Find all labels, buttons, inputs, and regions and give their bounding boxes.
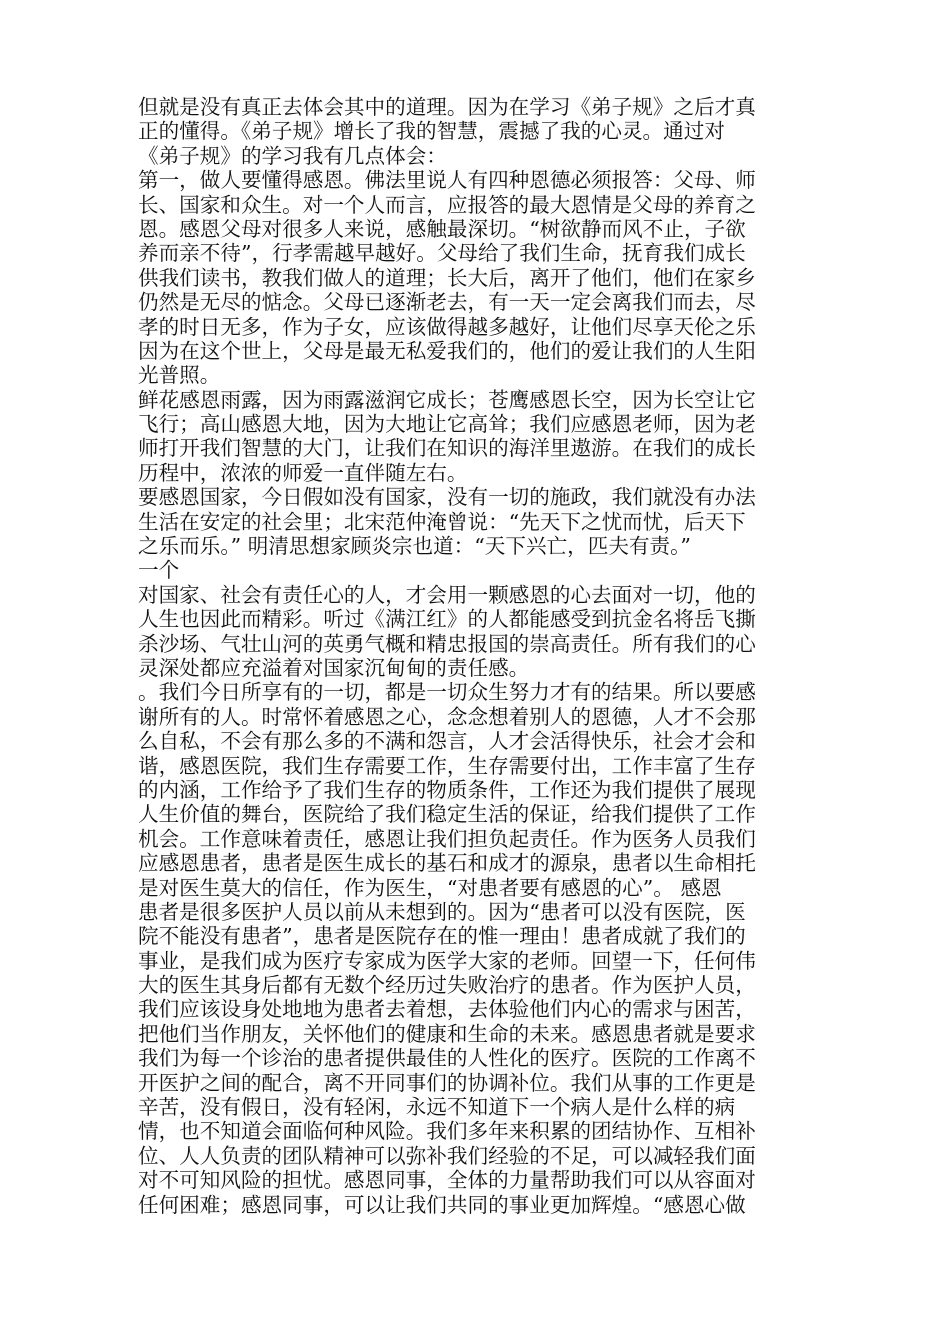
text-line: 大的医生其身后都有无数个经历过失败治疗的患者。作为医护人员， (138, 973, 756, 998)
body-text (138, 95, 818, 1217)
text-line: 鲜花感恩雨露，因为雨露滋润它成长；苍鹰感恩长空，因为长空让它 (138, 387, 756, 412)
text-line: 情，也不知道会面临何种风险。我们多年来积累的团结协作、互相补 (138, 1119, 756, 1144)
text-line: 之乐而乐。” 明清思想家顾炎宗也道：“天下兴亡，匹夫有责。” (138, 534, 691, 559)
text-line: 辛苦，没有假日，没有轻闲，永远不知道下一个病人是什么样的病 (138, 1095, 736, 1120)
text-line: 么自私，不会有那么多的不满和怨言，人才会活得快乐，社会才会和 (138, 729, 756, 754)
text-line: 《弟子规》的学习我有几点体会： (138, 143, 447, 168)
text-line: 孝的时日无多，作为子女，应该做得越多越好，让他们尽享天伦之乐 (138, 314, 756, 339)
text-line: 飞行；高山感恩大地，因为大地让它高耸；我们应感恩老师，因为老 (138, 412, 756, 437)
text-line: 我们应该设身处地地为患者去着想，去体验他们内心的需求与困苦， (138, 997, 756, 1022)
text-line: 。我们今日所享有的一切，都是一切众生努力才有的结果。所以要感 (138, 680, 756, 705)
text-line: 但就是没有真正去体会其中的道理。因为在学习《弟子规》之后才真 (138, 95, 756, 119)
text-line: 因为在这个世上，父母是最无私爱我们的，他们的爱让我们的人生阳 (138, 338, 756, 363)
text-line: 灵深处都应充溢着对国家沉甸甸的责任感。 (138, 655, 530, 680)
text-line: 养而亲不待”，行孝需越早越好。父母给了我们生命，抚育我们成长 (138, 241, 746, 266)
text-line: 患者是很多医护人员以前从未想到的。因为“患者可以没有医院，医 (138, 899, 746, 924)
text-line: 谐，感恩医院，我们生存需要工作，生存需要付出，工作丰富了生存 (138, 753, 756, 778)
text-line: 光普照。 (138, 363, 221, 388)
text-line: 事业，是我们成为医疗专家成为医学大家的老师。回望一下，任何伟 (138, 948, 756, 973)
text-line: 把他们当作朋友，关怀他们的健康和生命的未来。感恩患者就是要求 (138, 1021, 756, 1046)
text-line: 对国家、社会有责任心的人，才会用一颗感恩的心去面对一切，他的 (138, 582, 756, 607)
text-line: 杀沙场、气壮山河的英勇气概和精忠报国的崇高责任。所有我们的心 (138, 631, 756, 656)
text-line: 恩。感恩父母对很多人来说，感触最深切。“树欲静而风不止，子欲 (138, 216, 746, 241)
text-line: 正的懂得。《弟子规》增长了我的智慧，震撼了我的心灵。通过对 (138, 119, 725, 144)
text-line: 院不能没有患者”，患者是医院存在的惟一理由！患者成就了我们的 (138, 924, 746, 949)
text-line: 谢所有的人。时常怀着感恩之心，念念想着别人的恩德，人才不会那 (138, 704, 756, 729)
text-line: 的内涵，工作给予了我们生存的物质条件，工作还为我们提供了展现 (138, 777, 756, 802)
text-line: 开医护之间的配合，离不开同事们的协调补位。我们从事的工作更是 (138, 1070, 756, 1095)
text-line: 任何困难；感恩同事，可以让我们共同的事业更加辉煌。“感恩心做 (138, 1192, 746, 1217)
text-line: 要感恩国家，今日假如没有国家，没有一切的施政，我们就没有办法 (138, 485, 756, 510)
text-line: 机会。工作意味着责任，感恩让我们担负起责任。作为医务人员我们 (138, 826, 756, 851)
text-line: 是对医生莫大的信任，作为医生，“对患者要有感恩的心”。 感恩 (138, 875, 722, 900)
text-line: 师打开我们智慧的大门，让我们在知识的海洋里遨游。在我们的成长 (138, 436, 756, 461)
text-line: 我们为每一个诊治的患者提供最佳的人性化的医疗。医院的工作离不 (138, 1046, 756, 1071)
text-line: 供我们读书，教我们做人的道理；长大后，离开了他们，他们在家乡 (138, 265, 756, 290)
text-line: 应感恩患者，患者是医生成长的基石和成才的源泉，患者以生命相托 (138, 851, 756, 876)
text-line: 对不可知风险的担忧。感恩同事，全体的力量帮助我们可以从容面对 (138, 1168, 756, 1193)
text-line: 一个 (138, 558, 180, 583)
text-line: 人生也因此而精彩。听过《满江红》的人都能感受到抗金名将岳飞撕 (138, 607, 756, 632)
text-line: 仍然是无尽的惦念。父母已逐渐老去，有一天一定会离我们而去，尽 (138, 290, 756, 315)
text-line: 位、人人负责的团队精神可以弥补我们经验的不足，可以减轻我们面 (138, 1143, 756, 1168)
text-line: 人生价值的舞台，医院给了我们稳定生活的保证，给我们提供了工作 (138, 802, 756, 827)
text-line: 长、国家和众生。对一个人而言，应报答的最大恩情是父母的养育之 (138, 192, 756, 217)
text-line: 第一，做人要懂得感恩。佛法里说人有四种恩德必须报答：父母、师 (138, 168, 756, 193)
text-line: 生活在安定的社会里；北宋范仲淹曾说：“先天下之忧而忧，后天下 (138, 509, 746, 534)
text-line: 历程中，浓浓的师爱一直伴随左右。 (138, 460, 468, 485)
